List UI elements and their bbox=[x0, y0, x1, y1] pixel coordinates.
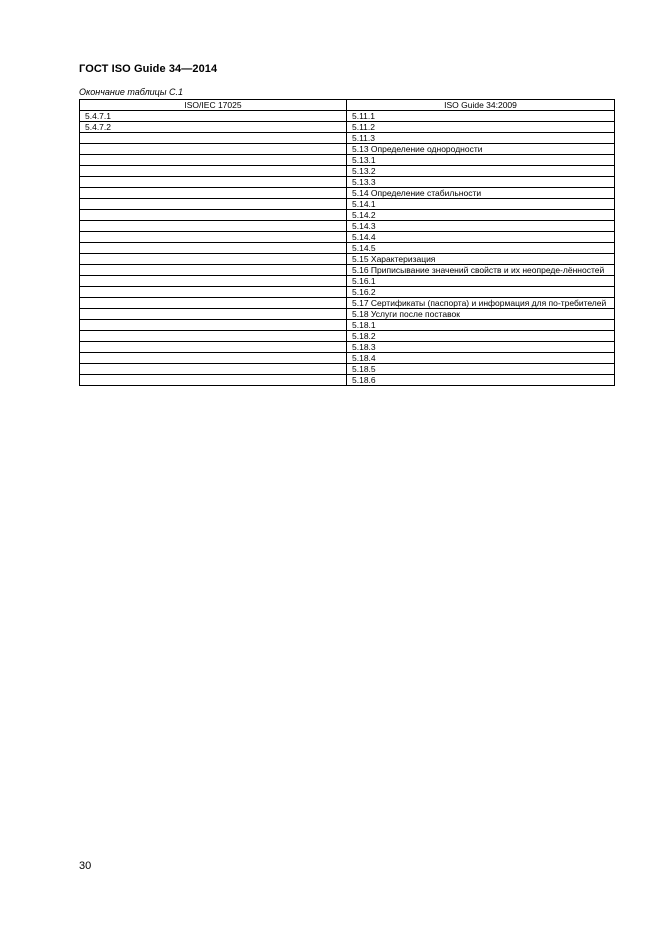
table-row bbox=[80, 331, 615, 342]
cell-iso-iec-17025 bbox=[80, 133, 347, 144]
table-row bbox=[80, 122, 615, 133]
cell-iso-guide-34: 5.14.1 bbox=[347, 199, 615, 210]
cell-iso-guide-34: 5.11.1 bbox=[347, 111, 615, 122]
table-row bbox=[80, 232, 615, 243]
cell-iso-guide-34: 5.18.4 bbox=[347, 353, 615, 364]
table-caption: Окончание таблицы С.1 bbox=[79, 87, 183, 97]
column-header-iso-guide-34: ISO Guide 34:2009 bbox=[347, 100, 615, 111]
table-row bbox=[80, 353, 615, 364]
cell-iso-guide-34: 5.13 Определение однородности bbox=[347, 144, 615, 155]
cell-iso-iec-17025 bbox=[80, 265, 347, 276]
table-header-row bbox=[80, 100, 615, 111]
table-row bbox=[80, 243, 615, 254]
table-row bbox=[80, 199, 615, 210]
cell-iso-guide-34: 5.13.2 bbox=[347, 166, 615, 177]
cell-iso-guide-34: 5.14.3 bbox=[347, 221, 615, 232]
table-row bbox=[80, 265, 615, 276]
correspondence-table bbox=[79, 99, 615, 386]
cell-iso-iec-17025 bbox=[80, 221, 347, 232]
cell-iso-iec-17025 bbox=[80, 375, 347, 386]
cell-iso-guide-34: 5.18.6 bbox=[347, 375, 615, 386]
cell-iso-iec-17025 bbox=[80, 199, 347, 210]
cell-iso-guide-34: 5.14.2 bbox=[347, 210, 615, 221]
cell-iso-iec-17025 bbox=[80, 232, 347, 243]
table-row bbox=[80, 342, 615, 353]
cell-iso-guide-34: 5.11.2 bbox=[347, 122, 615, 133]
cell-iso-iec-17025 bbox=[80, 243, 347, 254]
cell-iso-guide-34: 5.14 Определение стабильности bbox=[347, 188, 615, 199]
table-row bbox=[80, 177, 615, 188]
cell-iso-iec-17025 bbox=[80, 320, 347, 331]
table-row bbox=[80, 111, 615, 122]
cell-iso-guide-34: 5.18.5 bbox=[347, 364, 615, 375]
cell-iso-guide-34: 5.16 Приписывание значений свойств и их неопреде-лённостей bbox=[347, 265, 615, 276]
cell-iso-guide-34: 5.17 Сертификаты (паспорта) и информация для по-требителей bbox=[347, 298, 615, 309]
cell-iso-guide-34: 5.13.1 bbox=[347, 155, 615, 166]
table-row bbox=[80, 287, 615, 298]
cell-iso-guide-34: 5.16.2 bbox=[347, 287, 615, 298]
table-row bbox=[80, 188, 615, 199]
table-row bbox=[80, 364, 615, 375]
table-row bbox=[80, 221, 615, 232]
cell-iso-guide-34: 5.13.3 bbox=[347, 177, 615, 188]
document-title: ГОСТ ISO Guide 34—2014 bbox=[79, 63, 218, 75]
cell-iso-iec-17025 bbox=[80, 210, 347, 221]
cell-iso-iec-17025: 5.4.7.2 bbox=[80, 122, 347, 133]
cell-iso-iec-17025 bbox=[80, 276, 347, 287]
table-row bbox=[80, 276, 615, 287]
cell-iso-guide-34: 5.11.3 bbox=[347, 133, 615, 144]
cell-iso-guide-34: 5.14.5 bbox=[347, 243, 615, 254]
table-row bbox=[80, 166, 615, 177]
cell-iso-iec-17025 bbox=[80, 342, 347, 353]
cell-iso-guide-34: 5.16.1 bbox=[347, 276, 615, 287]
cell-iso-iec-17025 bbox=[80, 177, 347, 188]
cell-iso-iec-17025: 5.4.7.1 bbox=[80, 111, 347, 122]
table-row bbox=[80, 144, 615, 155]
page-number: 30 bbox=[79, 860, 92, 872]
cell-iso-guide-34: 5.15 Характеризация bbox=[347, 254, 615, 265]
table-body bbox=[80, 111, 615, 386]
cell-iso-iec-17025 bbox=[80, 364, 347, 375]
cell-iso-guide-34: 5.18.3 bbox=[347, 342, 615, 353]
cell-iso-iec-17025 bbox=[80, 353, 347, 364]
column-header-iso-iec-17025: ISO/IEC 17025 bbox=[80, 100, 347, 111]
cell-iso-iec-17025 bbox=[80, 188, 347, 199]
cell-iso-iec-17025 bbox=[80, 166, 347, 177]
table-row bbox=[80, 375, 615, 386]
cell-iso-guide-34: 5.18.2 bbox=[347, 331, 615, 342]
cell-iso-guide-34: 5.18.1 bbox=[347, 320, 615, 331]
cell-iso-guide-34: 5.18 Услуги после поставок bbox=[347, 309, 615, 320]
table-row bbox=[80, 298, 615, 309]
table-row bbox=[80, 133, 615, 144]
table-row bbox=[80, 254, 615, 265]
table-row bbox=[80, 309, 615, 320]
cell-iso-iec-17025 bbox=[80, 331, 347, 342]
table-row bbox=[80, 155, 615, 166]
cell-iso-iec-17025 bbox=[80, 144, 347, 155]
cell-iso-iec-17025 bbox=[80, 287, 347, 298]
cell-iso-iec-17025 bbox=[80, 155, 347, 166]
cell-iso-iec-17025 bbox=[80, 309, 347, 320]
cell-iso-iec-17025 bbox=[80, 298, 347, 309]
cell-iso-iec-17025 bbox=[80, 254, 347, 265]
table-row bbox=[80, 320, 615, 331]
cell-iso-guide-34: 5.14.4 bbox=[347, 232, 615, 243]
table-row bbox=[80, 210, 615, 221]
